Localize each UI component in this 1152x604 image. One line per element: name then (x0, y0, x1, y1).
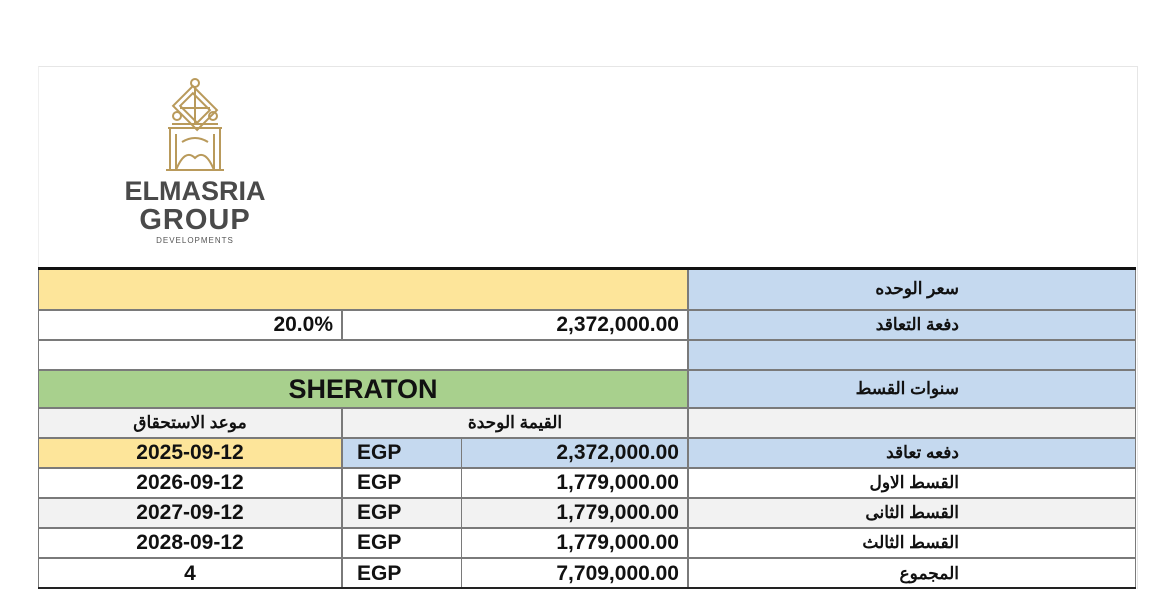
contract-percent-cell[interactable]: 20.0% (38, 310, 342, 340)
schedule-amount-2[interactable]: 1,779,000.00 (462, 498, 688, 528)
schedule-date-0[interactable]: 2025-09-12 (38, 438, 342, 468)
contract-amount-cell[interactable]: 2,372,000.00 (342, 310, 688, 340)
schedule-amount-1[interactable]: 1,779,000.00 (462, 468, 688, 498)
schedule-label-2: القسط الثانى (688, 498, 1136, 528)
contract-payment-label: دفعة التعاقد (688, 310, 1136, 340)
header-label-cell (688, 408, 1136, 438)
logo-wordmark-line2: GROUP (139, 204, 251, 236)
table-bottom-border (38, 587, 1136, 589)
schedule-amount-3[interactable]: 1,779,000.00 (462, 528, 688, 558)
schedule-currency-0: EGP (342, 438, 462, 468)
project-name-cell[interactable]: SHERATON (38, 370, 688, 408)
schedule-date-3[interactable]: 2028-09-12 (38, 528, 342, 558)
schedule-date-1[interactable]: 2026-09-12 (38, 468, 342, 498)
schedule-currency-3: EGP (342, 528, 462, 558)
schedule-currency-1: EGP (342, 468, 462, 498)
schedule-label-0: دفعه تعاقد (688, 438, 1136, 468)
logo-tagline: DEVELOPMENTS (156, 236, 234, 245)
total-label: المجموع (688, 558, 1136, 589)
unit-price-label: سعر الوحده (688, 268, 1136, 310)
schedule-date-2[interactable]: 2027-09-12 (38, 498, 342, 528)
schedule-amount-0[interactable]: 2,372,000.00 (462, 438, 688, 468)
total-amount-cell[interactable]: 7,709,000.00 (462, 558, 688, 589)
installment-years-label: سنوات القسط (688, 370, 1136, 408)
total-currency-cell: EGP (342, 558, 462, 589)
empty-row-cell[interactable] (38, 340, 688, 370)
schedule-label-1: القسط الاول (688, 468, 1136, 498)
due-date-header: موعد الاستحقاق (38, 408, 342, 438)
unit-value-header: القيمة الوحدة (342, 408, 688, 438)
empty-row-label-cell (688, 340, 1136, 370)
logo-wordmark-line1: ELMASRIA (124, 176, 266, 206)
payment-plan-table (38, 268, 1136, 589)
table-top-border (38, 267, 1136, 270)
schedule-currency-2: EGP (342, 498, 462, 528)
schedule-label-3: القسط الثالث (688, 528, 1136, 558)
total-count-cell[interactable]: 4 (38, 558, 342, 589)
company-logo (110, 76, 280, 256)
knot-emblem-icon (110, 76, 280, 176)
unit-price-value-cell[interactable] (38, 268, 688, 310)
